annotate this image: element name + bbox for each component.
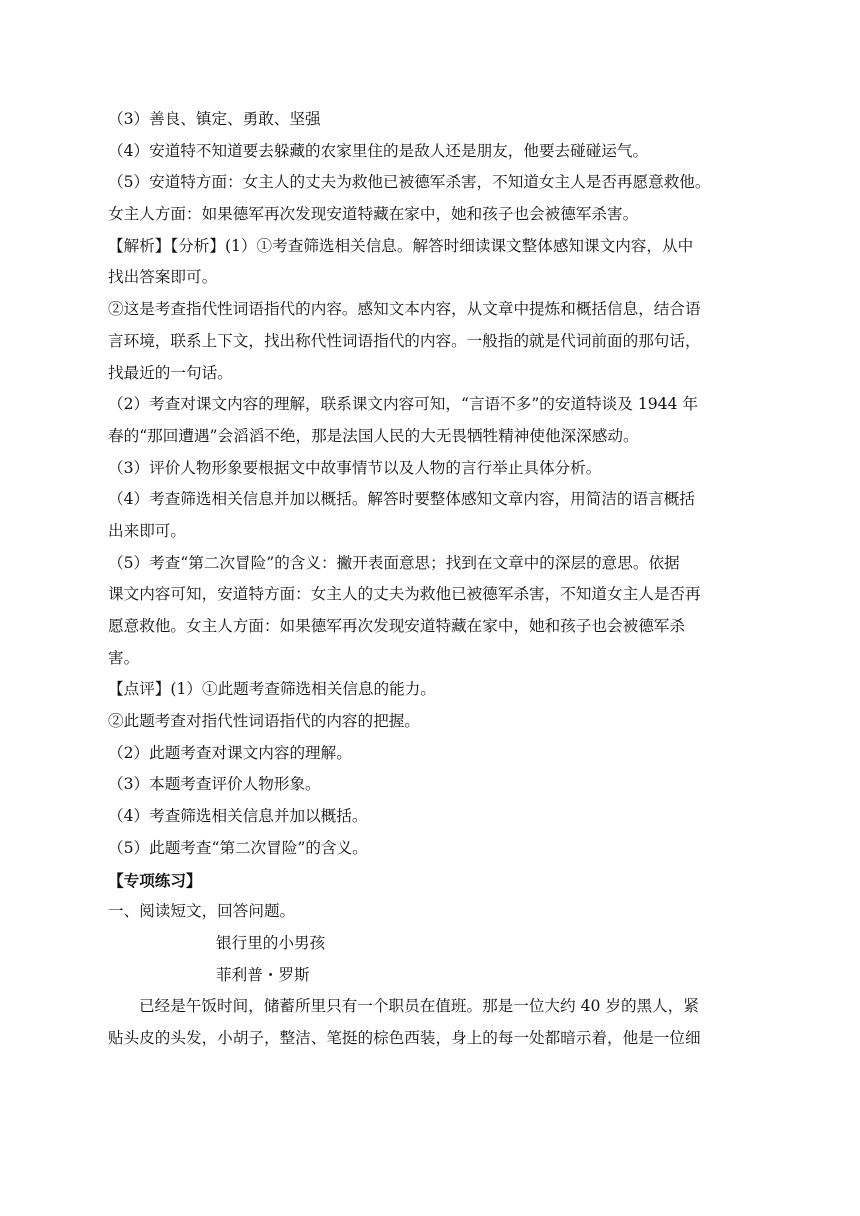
comment-text-line: （2）此题考查对课文内容的理解。 [108, 743, 352, 762]
answer-3: （3）善良、镇定、勇敢、坚强 [108, 110, 321, 128]
comment-text-line: （5）此题考查“第二次冒险”的含义。 [108, 838, 368, 857]
answer-5-continued: 女主人方面：如果德军再次发现安道特藏在家中，她和孩子也会被德军杀害。 [108, 205, 639, 224]
analysis-text-line: 出来即可。 [108, 521, 186, 540]
comment-text-line: （4）考查筛选相关信息并加以概括。 [108, 807, 368, 826]
analysis-text-line: （5）考查“第二次冒险”的含义：撇开表面意思；找到在文章中的深层的意思。依据 [108, 553, 680, 572]
analysis-text-line: ②这是考查指代性词语指代的内容。感知文本内容，从文章中提炼和概括信息，结合语 [108, 300, 701, 319]
analysis-text-line: （3）评价人物形象要根据文中故事情节以及人物的言行举止具体分析。 [108, 458, 602, 477]
analysis-text-line: 找出答案即可。 [108, 268, 218, 287]
analysis-text-line: 找最近的一句话。 [108, 363, 233, 382]
story-paragraph-line: 贴头皮的头发，小胡子，整洁、笔挺的棕色西装，身上的每一处都暗示着，他是一位细 [108, 1028, 701, 1047]
comment-heading-line: 【点评】(1）①此题考查筛选相关信息的能力。 [108, 680, 436, 699]
analysis-text-line: （4）考查筛选相关信息并加以概括。解答时要整体感知文章内容，用简洁的语言概括 [108, 490, 695, 509]
document-body [108, 104, 760, 1055]
answer-4: （4）安道特不知道要去躲藏的农家里住的是敌人还是朋友，他要去碰碰运气。 [108, 141, 649, 160]
analysis-text-line: 害。 [108, 648, 140, 667]
analysis-text-line: 课文内容可知，安道特方面：女主人的丈夫为救他已被德军杀害，不知道女主人是否再 [108, 585, 701, 604]
section-heading: 【专项练习】 [108, 870, 202, 890]
answer-5: （5）安道特方面：女主人的丈夫为救他已被德军杀害，不知道女主人是否再愿意救他。 [108, 173, 711, 192]
story-title: 银行里的小男孩 [216, 933, 326, 952]
story-author: 菲利普・罗斯 [216, 965, 310, 984]
comment-text-line: （3）本题考查评价人物形象。 [108, 775, 321, 794]
analysis-text-line: （2）考查对课文内容的理解，联系课文内容可知，“言语不多”的安道特谈及 1944 年 [108, 395, 699, 414]
analysis-heading-line: 【解析】【分析】(1）①考查筛选相关信息。解答时细读课文整体感知课文内容，从中 [108, 236, 694, 255]
comment-text-line: ②此题考查对指代性词语指代的内容的把握。 [108, 712, 420, 731]
analysis-text-line: 春的“那回遭遇”会滔滔不绝，那是法国人民的大无畏牺牲精神使他深深感动。 [108, 426, 639, 445]
story-paragraph-line: 已经是午饭时间，储蓄所里只有一个职员在值班。那是一位大约 40 岁的黑人，紧 [139, 997, 699, 1016]
analysis-text-line: 言环境，联系上下文，找出称代性词语指代的内容。一般指的就是代词前面的那句话， [108, 331, 701, 350]
analysis-text-line: 愿意救他。女主人方面：如果德军再次发现安道特藏在家中，她和孩子也会被德军杀 [108, 617, 685, 635]
exercise-instruction: 一、阅读短文，回答问题。 [108, 902, 296, 921]
